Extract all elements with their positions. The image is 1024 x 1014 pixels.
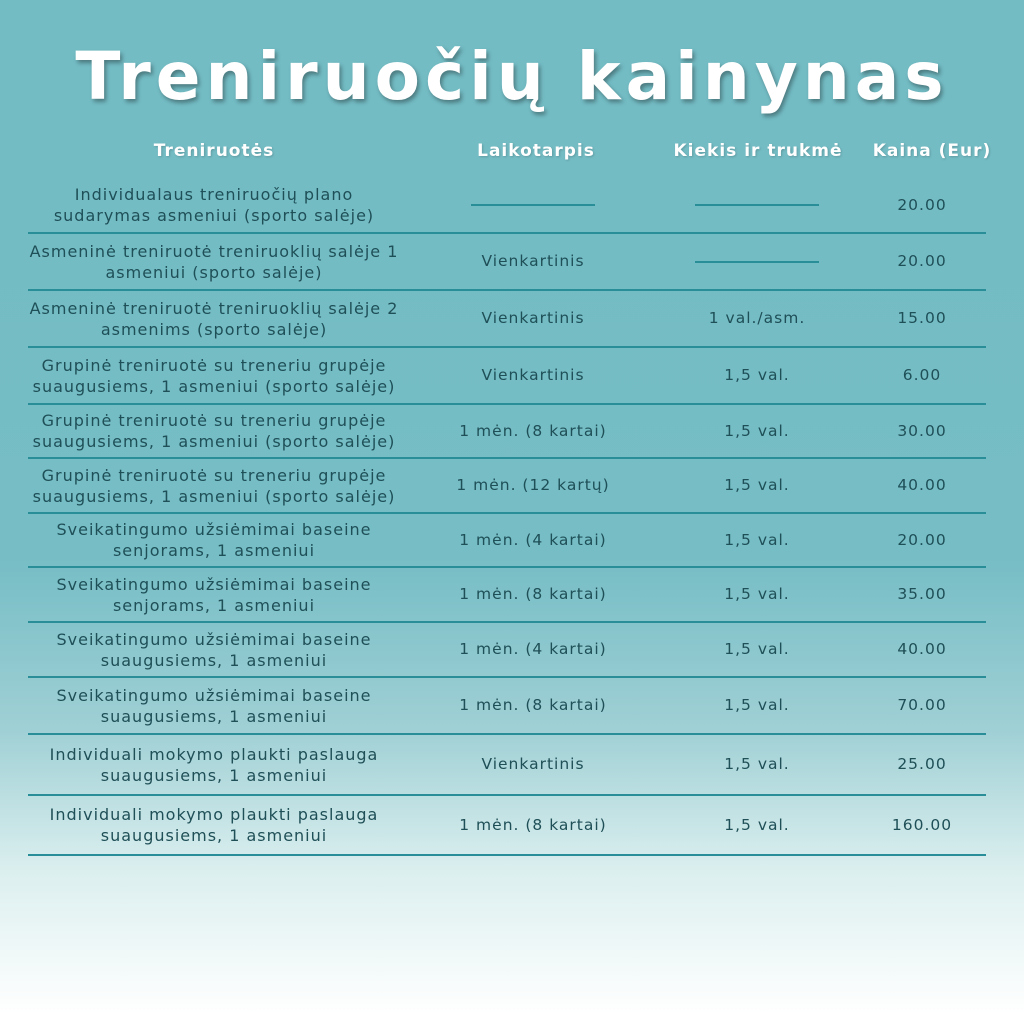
table-row xyxy=(28,514,986,568)
column-header-training: Treniruotės xyxy=(153,141,275,161)
price-value: 25.00 xyxy=(897,755,947,773)
price-value: 20.00 xyxy=(897,530,947,549)
quantity-empty xyxy=(664,178,850,232)
training-name: Sveikatingumo užsiėmimai baseine senjorams, 1 asmeniui xyxy=(56,520,372,560)
empty-dash xyxy=(695,261,819,263)
table-row xyxy=(28,459,986,514)
training-name: Grupinė treniruotė su treneriu grupėje suaugusiems, 1 asmeniui (sporto salėje) xyxy=(32,411,396,451)
column-header-period: Laikotarpis xyxy=(477,141,595,161)
price-value: 70.00 xyxy=(897,696,947,714)
training-name: Asmeninė treniruotė treniruoklių salėje 1 asmeniui (sporto salėje) xyxy=(29,241,399,282)
training-name: Grupinė treniruotė su treneriu grupėje suaugusiems, 1 asmeniui (sporto salėje) xyxy=(32,465,396,506)
quantity-value: 1,5 val. xyxy=(724,421,790,440)
table-row xyxy=(28,291,986,348)
column-header-price: Kaina (Eur) xyxy=(872,141,992,161)
table-row xyxy=(28,735,986,796)
price-value: 40.00 xyxy=(897,476,947,494)
quantity-value: 1,5 val. xyxy=(724,366,790,384)
price-value: 6.00 xyxy=(902,366,942,384)
period-empty xyxy=(440,178,626,232)
quantity-value: 1,5 val. xyxy=(724,476,790,494)
period-value: 1 mėn. (8 kartai) xyxy=(459,585,607,603)
period-value: Vienkartinis xyxy=(481,309,585,327)
table-row xyxy=(28,678,986,735)
table-row xyxy=(28,234,986,291)
table-row xyxy=(28,796,986,856)
period-value: 1 mėn. (8 kartai) xyxy=(459,815,607,834)
period-value: Vienkartinis xyxy=(481,252,585,270)
period-value: 1 mėn. (8 kartai) xyxy=(459,421,607,440)
period-value: 1 mėn. (4 kartai) xyxy=(459,640,607,658)
price-value: 20.00 xyxy=(897,252,947,270)
training-name: Individuali mokymo plaukti paslauga suaugusiems, 1 asmeniui xyxy=(49,744,379,785)
quantity-value: 1,5 val. xyxy=(724,585,790,603)
period-value: 1 mėn. (4 kartai) xyxy=(459,530,607,549)
table-row xyxy=(28,568,986,623)
training-name: Sveikatingumo užsiėmimai baseine senjorams, 1 asmeniui xyxy=(56,574,372,615)
table-row xyxy=(28,348,986,405)
period-value: Vienkartinis xyxy=(481,755,585,773)
training-name: Asmeninė treniruotė treniruoklių salėje 2 asmenims (sporto salėje) xyxy=(29,298,399,339)
column-header-quantity: Kiekis ir trukmė xyxy=(673,141,843,161)
quantity-value: 1,5 val. xyxy=(724,755,790,773)
quantity-value: 1,5 val. xyxy=(724,640,790,658)
empty-dash xyxy=(471,204,595,206)
price-value: 35.00 xyxy=(897,585,947,603)
table-row xyxy=(28,178,986,234)
quantity-empty xyxy=(664,234,850,289)
price-value: 40.00 xyxy=(897,640,947,658)
price-value: 15.00 xyxy=(897,309,947,327)
table-row xyxy=(28,405,986,459)
price-value: 30.00 xyxy=(897,421,947,440)
quantity-value: 1 val./asm. xyxy=(708,309,806,327)
period-value: Vienkartinis xyxy=(481,366,585,384)
training-name: Individuali mokymo plaukti paslauga suaugusiems, 1 asmeniui xyxy=(49,805,379,845)
training-name: Grupinė treniruotė su treneriu grupėje suaugusiems, 1 asmeniui (sporto salėje) xyxy=(32,355,396,396)
period-value: 1 mėn. (12 kartų) xyxy=(456,476,610,494)
price-value: 20.00 xyxy=(897,195,947,214)
period-value: 1 mėn. (8 kartai) xyxy=(459,696,607,714)
training-name: Sveikatingumo užsiėmimai baseine suaugusiems, 1 asmeniui xyxy=(56,685,372,726)
training-name: Individualaus treniruočių plano sudarymas asmeniui (sporto salėje) xyxy=(53,185,375,225)
page-title: Treniruočių kainynas xyxy=(75,38,949,115)
quantity-value: 1,5 val. xyxy=(724,696,790,714)
price-value: 160.00 xyxy=(891,815,953,834)
quantity-value: 1,5 val. xyxy=(724,530,790,549)
empty-dash xyxy=(695,204,819,206)
table-row xyxy=(28,623,986,678)
training-name: Sveikatingumo užsiėmimai baseine suaugusiems, 1 asmeniui xyxy=(56,629,372,670)
quantity-value: 1,5 val. xyxy=(724,815,790,834)
